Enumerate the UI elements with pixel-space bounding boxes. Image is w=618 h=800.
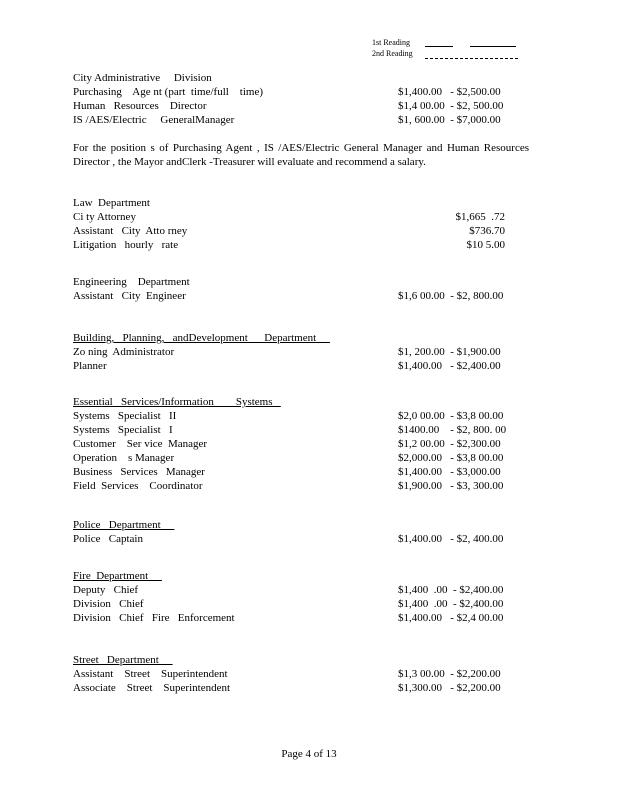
- position-title: IS /AES/Electric GeneralManager: [73, 114, 235, 126]
- salary-row: [73, 359, 505, 373]
- section-title: City Administrative Division: [73, 72, 212, 84]
- salary-row: [73, 437, 505, 451]
- salary-row: [73, 451, 505, 465]
- salary-range: $10 5.00: [466, 239, 505, 251]
- position-title: Zo ning Administrator: [73, 346, 175, 358]
- salary-row: [73, 479, 505, 493]
- position-title: Division Chief Fire Enforcement: [73, 612, 235, 624]
- salary-row: [73, 409, 505, 423]
- salary-range: $1,900.00 - $3, 300.00: [398, 480, 504, 492]
- salary-range: $1,300.00 - $2,200.00: [398, 682, 501, 694]
- first-reading-blank-2: [470, 46, 516, 47]
- position-title: Systems Specialist I: [73, 424, 173, 436]
- salary-row: [73, 465, 505, 479]
- salary-row: [73, 583, 505, 597]
- salary-range: $1,400 .00 - $2,400.00: [398, 598, 504, 610]
- salary-range: $1,400.00 - $2,4 00.00: [398, 612, 504, 624]
- section-title: Building, Planning, andDevelopment Department: [73, 332, 330, 344]
- salary-row: [73, 667, 505, 681]
- section-title: Police Department: [73, 519, 175, 531]
- salary-range: $1,400.00 - $2, 400.00: [398, 533, 504, 545]
- salary-row: [73, 681, 505, 695]
- salary-range: $1, 200.00 - $1,900.00: [398, 346, 501, 358]
- position-title: Litigation hourly rate: [73, 239, 179, 251]
- salary-row: [73, 345, 505, 359]
- section-title: Engineering Department: [73, 276, 190, 288]
- salary-range: $1,4 00.00 - $2, 500.00: [398, 100, 504, 112]
- salary-row: [73, 289, 505, 303]
- salary-range: $1, 600.00 - $7,000.00: [398, 114, 501, 126]
- position-title: Associate Street Superintendent: [73, 682, 231, 694]
- salary-range: $736.70: [469, 225, 505, 237]
- salary-range: $2,000.00 - $3,8 00.00: [398, 452, 504, 464]
- position-title: Operation s Manager: [73, 452, 175, 464]
- salary-row: [73, 238, 505, 252]
- salary-row: [73, 224, 505, 238]
- position-title: Ci ty Attorney: [73, 211, 136, 223]
- page-number: Page 4 of 13: [281, 748, 337, 760]
- salary-row: [73, 597, 505, 611]
- salary-range: $2,0 00.00 - $3,8 00.00: [398, 410, 504, 422]
- first-reading-blank-1: [425, 46, 453, 47]
- section-title: Fire Department: [73, 570, 162, 582]
- position-title: Assistant Street Superintendent: [73, 668, 228, 680]
- salary-range: $1,3 00.00 - $2,200.00: [398, 668, 501, 680]
- position-title: Systems Specialist II: [73, 410, 177, 422]
- salary-row: [73, 99, 505, 113]
- salary-row: [73, 611, 505, 625]
- position-title: Business Services Manager: [73, 466, 205, 478]
- salary-range: $1400.00 - $2, 800. 00: [398, 424, 507, 436]
- section-title: Street Department: [73, 654, 173, 666]
- position-title: Division Chief: [73, 598, 144, 610]
- salary-note-paragraph: For the position s of Purchasing Agent , IS /AES/Electric General Manager and Human Resources Director , the Mayor andClerk -Treasurer will evaluate and recommend a salary.: [73, 142, 529, 168]
- first-reading-label: 1st Reading: [372, 38, 410, 47]
- salary-range: $1,6 00.00 - $2, 800.00: [398, 290, 504, 302]
- salary-row: [73, 210, 505, 224]
- salary-range: $1,400.00 - $2,500.00: [398, 86, 501, 98]
- position-title: Assistant City Atto rney: [73, 225, 188, 237]
- salary-range: $1,400.00 - $3,000.00: [398, 466, 501, 478]
- salary-row: [73, 113, 505, 127]
- position-title: Planner: [73, 360, 107, 372]
- second-reading-blank: [425, 58, 518, 59]
- salary-range: $1,2 00.00 - $2,300.00: [398, 438, 501, 450]
- position-title: Purchasing Age nt (part time/full time): [73, 86, 264, 98]
- salary-range: $1,400 .00 - $2,400.00: [398, 584, 504, 596]
- position-title: Human Resources Director: [73, 100, 207, 112]
- position-title: Customer Ser vice Manager: [73, 438, 208, 450]
- salary-range: $1,400.00 - $2,400.00: [398, 360, 501, 372]
- section-title: Essential Services/Information Systems: [73, 396, 281, 408]
- position-title: Assistant City Engineer: [73, 290, 186, 302]
- position-title: Deputy Chief: [73, 584, 139, 596]
- second-reading-label: 2nd Reading: [372, 49, 413, 58]
- salary-row: [73, 423, 505, 437]
- position-title: Field Services Coordinator: [73, 480, 203, 492]
- section-title: Law Department: [73, 197, 150, 209]
- salary-row: [73, 532, 505, 546]
- position-title: Police Captain: [73, 533, 143, 545]
- salary-row: [73, 85, 505, 99]
- salary-range: $1,665 .72: [455, 211, 505, 223]
